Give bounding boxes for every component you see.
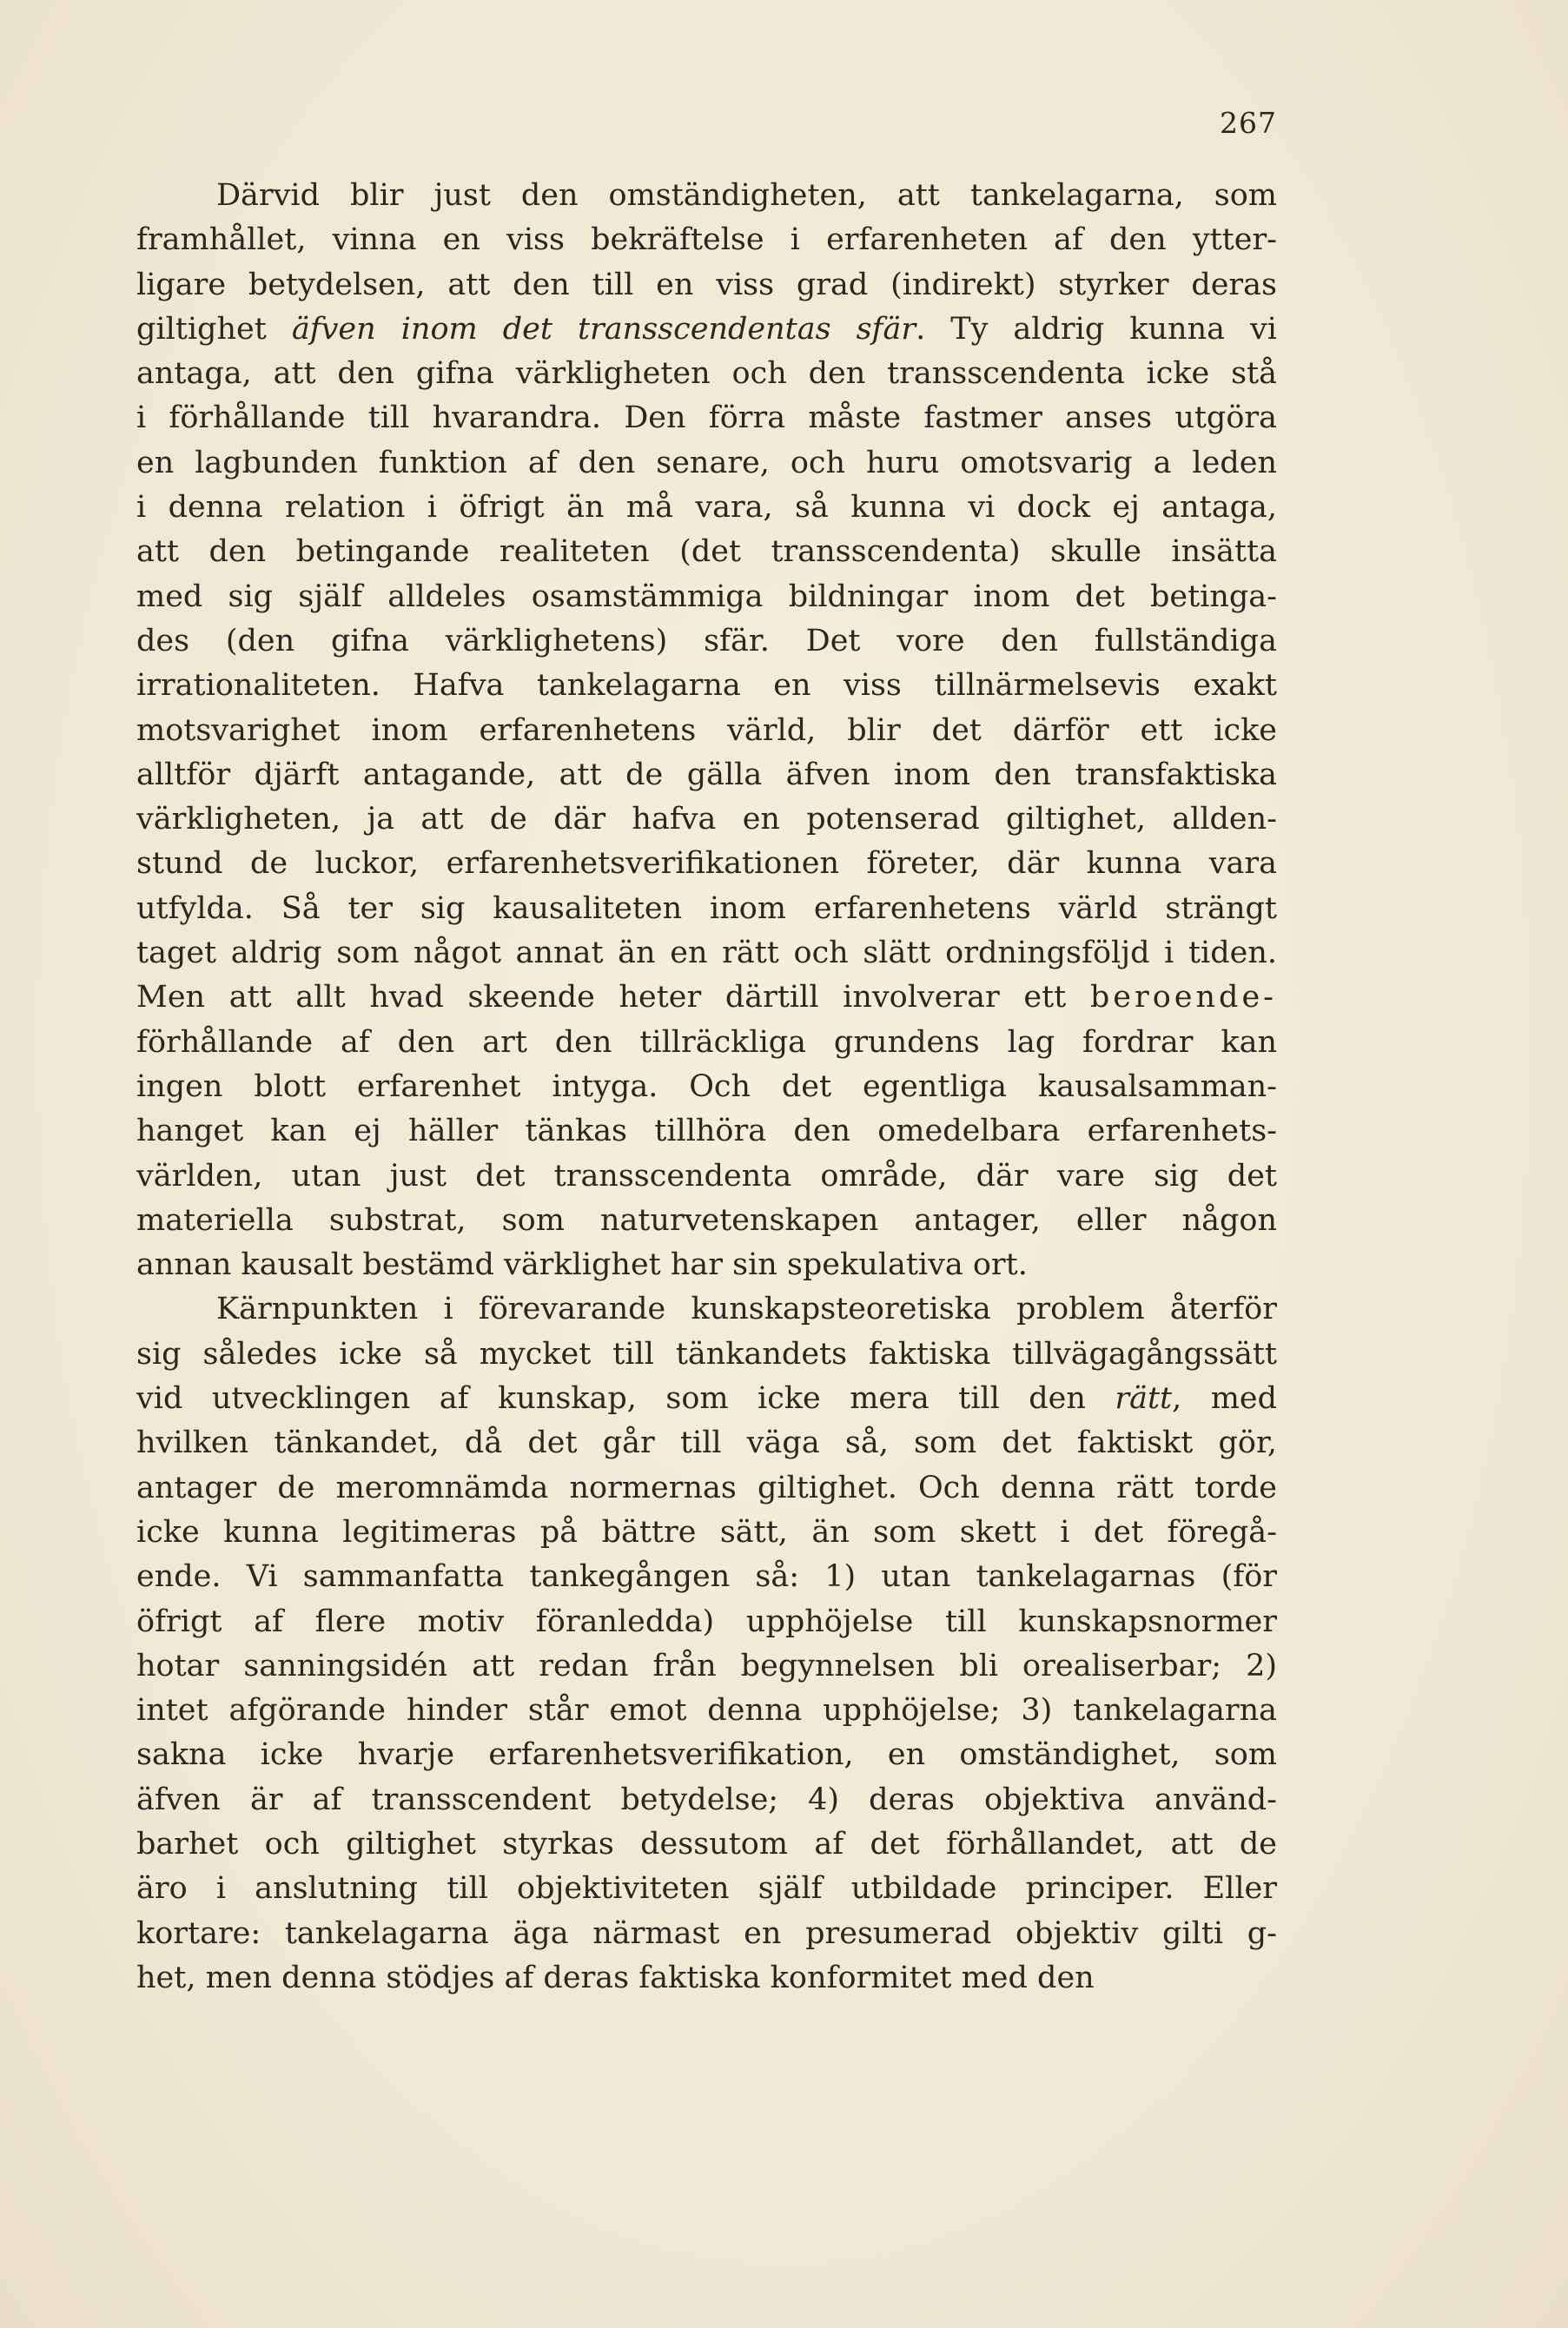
text-line (136, 1956, 1277, 2001)
text-line (136, 619, 1277, 664)
text-line (136, 1689, 1277, 1733)
text-line (136, 709, 1277, 753)
text-line (136, 218, 1277, 262)
text-segment: förhållande af den art den tillräckliga grundens lag fordrar kan (136, 1024, 1277, 1060)
text-line (136, 1822, 1277, 1867)
text-line (136, 1421, 1277, 1465)
text-segment: öfrigt af flere motiv föranledda) upphöjelse till kunskapsnormer (136, 1604, 1277, 1639)
text-line (136, 486, 1277, 530)
text-line (136, 1600, 1277, 1644)
text-segment: materiella substrat, som naturvetenskapen antager, eller någon (136, 1202, 1277, 1238)
text-line (136, 976, 1277, 1020)
text-line (136, 1867, 1277, 1911)
text-line (136, 753, 1277, 797)
text-segment: sig således icke så mycket till tänkandets faktiska tillvägagångssätt (136, 1336, 1277, 1372)
page-number: 267 (1220, 106, 1277, 140)
text-segment: hotar sanningsidén att redan från begynnelsen bli orealiserbar; 2) (136, 1648, 1277, 1683)
text-line (136, 1065, 1277, 1109)
text-segment: med sig själf alldeles osamstämmiga bildningar inom det betinga- (136, 579, 1277, 614)
text-segment: . Ty aldrig kunna vi (916, 311, 1277, 347)
text-line (136, 931, 1277, 976)
text-line (136, 1154, 1277, 1199)
text-segment: Därvid blir just den omständigheten, att tankelagarna, som (216, 178, 1277, 213)
text-segment: intet afgörande hinder står emot denna upphöjelse; 3) tankelagarna (136, 1693, 1277, 1729)
text-segment: antager de meromnämda normernas giltighet. Och denna rätt torde (136, 1470, 1277, 1505)
text-line (136, 1733, 1277, 1777)
text-line (136, 1287, 1277, 1332)
text-line (136, 530, 1277, 574)
text-segment: antaga, att den gifna värkligheten och den transscendenta icke stå (136, 356, 1277, 392)
text-segment: barhet och giltighet styrkas dessutom af det förhållandet, att de (136, 1826, 1277, 1862)
text-segment: alltför djärft antagande, att de gälla äfven inom den transfaktiska (136, 757, 1277, 792)
text-line (136, 842, 1277, 886)
text-segment: kortare: tankelagarna äga närmast en presumerad objektiv gilti g- (136, 1915, 1277, 1951)
text-segment: ende. Vi sammanfatta tankegången så: 1) utan tankelagarnas (för (136, 1559, 1277, 1595)
text-segment: Men att allt hvad skeende heter därtill involverar ett (136, 980, 1090, 1015)
text-line (136, 1109, 1277, 1154)
text-line (136, 1511, 1277, 1555)
text-segment: att den betingande realiteten (det transscendenta) skulle insätta (136, 534, 1277, 570)
text-line (136, 1555, 1277, 1599)
text-segment: ligare betydelsen, att den till en viss grad (indirekt) styrker deras (136, 267, 1277, 302)
text-segment: vid utvecklingen af kunskap, som icke mera till den (136, 1381, 1115, 1417)
text-segment: hvilken tänkandet, då det går till väga så, som det faktiskt gör, (136, 1425, 1277, 1461)
text-segment: värkligheten, ja att de där hafva en potenserad giltighet, allden- (136, 802, 1277, 837)
text-segment: giltighet (136, 311, 292, 347)
text-line (136, 263, 1277, 308)
text-segment: taget aldrig som något annat än en rätt och slätt ordningsföljd i tiden. (136, 936, 1277, 971)
text-segment: annan kausalt bestämd värklighet har sin spekulativa ort. (136, 1247, 1028, 1283)
text-line (136, 664, 1277, 708)
text-segment: irrationaliteten. Hafva tankelagarna en viss tillnärmelsevis exakt (136, 668, 1277, 704)
text-segment: ingen blott erfarenhet intyga. Och det egentliga kausalsamman- (136, 1068, 1277, 1104)
text-line (136, 441, 1277, 486)
text-line (136, 575, 1277, 619)
text-segment: sakna icke hvarje erfarenhetsverifikation, en omständighet, som (136, 1737, 1277, 1773)
text-segment: framhållet, vinna en viss bekräftelse i erfarenheten af den ytter- (136, 222, 1277, 258)
text-line (136, 1199, 1277, 1243)
text-segment: en lagbunden funktion af den senare, och huru omotsvarig a leden (136, 445, 1277, 480)
text-segment: äro i anslutning till objektiviteten själf utbildade principer. Eller (136, 1871, 1277, 1907)
text-segment: icke kunna legitimeras på bättre sätt, än som skett i det föregå- (136, 1514, 1277, 1550)
text-line (136, 1243, 1277, 1287)
text-segment: , med (1172, 1381, 1277, 1417)
text-segment: utfylda. Så ter sig kausaliteten inom erfarenhetens värld strängt (136, 890, 1277, 926)
text-segment: motsvarighet inom erfarenhetens värld, blir det därför ett icke (136, 712, 1277, 748)
spaced-text: beroende- (1089, 980, 1277, 1015)
text-line (136, 1021, 1277, 1065)
body-text (136, 174, 1277, 2001)
text-line (136, 797, 1277, 842)
text-segment: het, men denna stödjes af deras faktiska konformitet med den (136, 1960, 1095, 1995)
text-line (136, 1778, 1277, 1822)
text-line (136, 1466, 1277, 1511)
text-segment: äfven är af transscendent betydelse; 4) deras objektiva använd- (136, 1782, 1277, 1817)
text-segment: i förhållande till hvarandra. Den förra måste fastmer anses utgöra (136, 400, 1277, 436)
text-segment: stund de luckor, erfarenhetsverifikationen företer, där kunna vara (136, 846, 1277, 882)
italic-text: rätt (1115, 1381, 1173, 1417)
text-line (136, 308, 1277, 352)
text-segment: Kärnpunkten i förevarande kunskapsteoretiska problem återför (216, 1292, 1277, 1327)
text-line (136, 174, 1277, 218)
text-segment: världen, utan just det transscendenta område, där vare sig det (136, 1158, 1277, 1194)
text-segment: hanget kan ej häller tänkas tillhöra den omedelbara erfarenhets- (136, 1114, 1277, 1149)
text-line (136, 887, 1277, 931)
text-segment: des (den gifna värklighetens) sfär. Det vore den fullständiga (136, 623, 1277, 658)
text-line (136, 1912, 1277, 1956)
text-line (136, 1333, 1277, 1377)
italic-text: äfven inom det transscendentas sfär (291, 311, 916, 347)
text-line (136, 396, 1277, 440)
text-segment: i denna relation i öfrigt än må vara, så kunna vi dock ej antaga, (136, 490, 1277, 526)
text-line (136, 352, 1277, 396)
text-line (136, 1644, 1277, 1689)
text-line (136, 1377, 1277, 1421)
